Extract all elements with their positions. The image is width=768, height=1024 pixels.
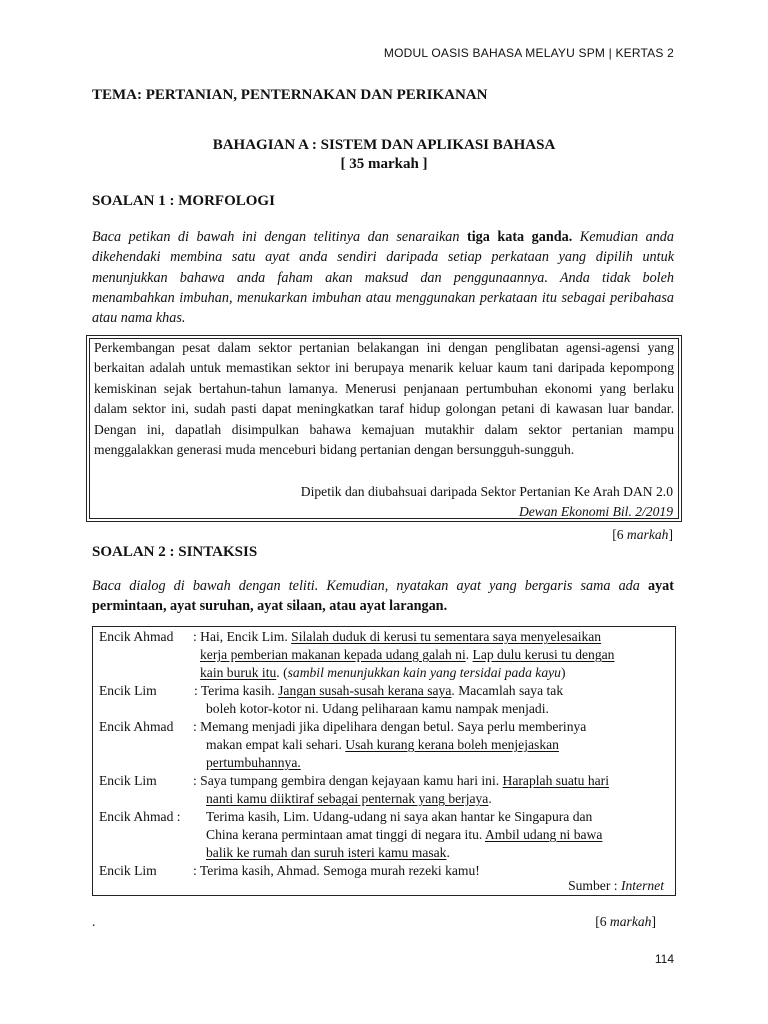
question-2-instruction: [92, 576, 674, 617]
dialog-text: . Macamlah saya tak: [451, 683, 564, 698]
dialog-line: [206, 790, 492, 808]
underlined-sentence: Lap dulu kerusi tu dengan: [472, 647, 615, 662]
stray-dot: .: [92, 914, 96, 929]
underlined-sentence: Silalah duduk di kerusi tu sementara saya menyelesaikan: [291, 629, 602, 644]
question-2-marks: [595, 914, 656, 930]
source-label: Sumber :: [568, 878, 621, 893]
page-number: 114: [654, 952, 674, 966]
instruction-text: Baca dialog di bawah dengan teliti. Kemudian, nyatakan ayat yang bergaris sama ada: [92, 578, 648, 594]
dialog-text: ): [560, 665, 566, 680]
source-value: Internet: [620, 878, 664, 893]
dialog-source: [568, 878, 664, 894]
dialog-speaker: Encik Lim: [99, 863, 157, 878]
dialog-line: [206, 844, 450, 862]
underlined-sentence: nanti kamu diiktiraf sebagai penternak yang berjaya: [206, 791, 489, 806]
dialog-line: [193, 628, 601, 646]
dialog-line: [206, 736, 559, 754]
dialog-line: boleh kotor-kotor ni. Udang peliharaan kamu nampak menjadi.: [206, 701, 549, 716]
dialog-speaker: Encik Ahmad: [99, 719, 174, 734]
dialog-text: . (: [276, 665, 288, 680]
dialog-line: : Terima kasih, Ahmad. Semoga murah rezeki kamu!: [193, 863, 480, 878]
marks-close: ]: [668, 527, 673, 542]
section-marks: [ 35 markah ]: [340, 156, 428, 172]
dialog-line: [200, 646, 614, 664]
dialog-line: [200, 664, 565, 682]
instruction-bold: ayat permintaan, ayat suruhan, ayat silaan, atau ayat larangan.: [92, 578, 674, 615]
passage-source-line-2: Dewan Ekonomi Bil. 2/2019: [518, 504, 673, 519]
underlined-sentence: balik ke rumah dan suruh isteri kamu masak: [206, 845, 447, 860]
underlined-sentence: Haraplah suatu hari: [502, 773, 609, 788]
instruction-text: Baca petikan di bawah ini dengan telitinya dan senaraikan: [92, 229, 467, 245]
dialog-text: .: [465, 647, 473, 662]
dialog-line: : Memang menjadi jika dipelihara dengan betul. Saya perlu memberinya: [193, 719, 587, 734]
passage-text: Perkembangan pesat dalam sektor pertanian belakangan ini dengan penglibatan agensi-agensi yang berkaitan adalah untuk memastikan sektor ini berupaya menarik keluar kaum tani daripada kepompong kemiskinan sejak bertahun-tahun lamanya. Menerusi penjanaan pertumbuhan ekonomi yang berlaku dalam sektor ini, sudah pasti dapat meningkatkan taraf hidup golongan petani di kawasan luar bandar. Dengan ini, dapatlah disimpulkan bahawa kemajuan mutakhir dalam sektor pertanian mampu menggalakkan generasi muda menceburi bidang pertanian dengan bersungguh-sungguh.: [94, 340, 674, 458]
marks-open: [6: [595, 914, 610, 929]
marks-word: markah: [609, 914, 652, 929]
dialog-text: : Hai, Encik Lim.: [193, 629, 292, 644]
dialog-line: Terima kasih, Lim. Udang-udang ni saya akan hantar ke Singapura dan: [206, 809, 593, 824]
dialog-line: [194, 682, 563, 700]
underlined-sentence: Usah kurang kerana boleh menjejaskan: [345, 737, 559, 752]
dialog-line: [206, 754, 301, 772]
dialog-speaker: Encik Lim: [99, 683, 157, 698]
dialog-text: .: [446, 845, 450, 860]
stage-direction: sambil menunjukkan kain yang tersidai pada kayu: [287, 665, 561, 680]
dialog-text: : Saya tumpang gembira dengan kejayaan kamu hari ini.: [193, 773, 503, 788]
dialog-line: [206, 826, 602, 844]
passage-source-line-1: Dipetik dan diubahsuai daripada Sektor Pertanian Ke Arah DAN 2.0: [300, 484, 673, 499]
theme-heading: TEMA: PERTANIAN, PENTERNAKAN DAN PERIKANAN: [92, 87, 488, 103]
underlined-sentence: pertumbuhannya.: [206, 755, 301, 770]
instruction-bold: tiga kata ganda.: [466, 229, 573, 245]
dialog-text: .: [488, 791, 492, 806]
marks-word: markah: [626, 527, 669, 542]
question-1-instruction: [92, 227, 674, 328]
dialog-text: China kerana permintaan amat tinggi di negara itu.: [206, 827, 485, 842]
marks-close: ]: [651, 914, 656, 929]
dialog-text: makan empat kali sehari.: [206, 737, 346, 752]
underlined-sentence: Ambil udang ni bawa: [484, 827, 603, 842]
dialog-speaker: Encik Lim: [99, 773, 157, 788]
marks-open: [6: [612, 527, 627, 542]
question-1-title: SOALAN 1 : MORFOLOGI: [92, 193, 275, 209]
instruction-text: Kemudian anda dikehendaki membina satu ayat anda sendiri daripada setiap perkataan yang dipilih untuk menunjukkan bahawa anda faham akan maksud dan penggunaannya. Anda tidak boleh menambahkan imbuhan, menukarkan imbuhan atau menggunakan perkataan itu sebagai peribahasa atau nama khas.: [92, 229, 674, 327]
section-title: BAHAGIAN A : SISTEM DAN APLIKASI BAHASA: [212, 137, 556, 153]
dialog-speaker: Encik Ahmad :: [99, 809, 181, 824]
running-header: MODUL OASIS BAHASA MELAYU SPM | KERTAS 2: [383, 46, 674, 60]
underlined-sentence: Jangan susah-susah kerana saya: [278, 683, 452, 698]
underlined-sentence: kain buruk itu: [200, 665, 277, 680]
dialog-text: : Terima kasih.: [194, 683, 279, 698]
dialog-line: [193, 772, 609, 790]
question-1-marks: [612, 527, 673, 543]
underlined-sentence: kerja pemberian makanan kepada udang galah ni: [200, 647, 466, 662]
question-2-title: SOALAN 2 : SINTAKSIS: [92, 544, 258, 560]
dialog-speaker: Encik Ahmad: [99, 629, 174, 644]
